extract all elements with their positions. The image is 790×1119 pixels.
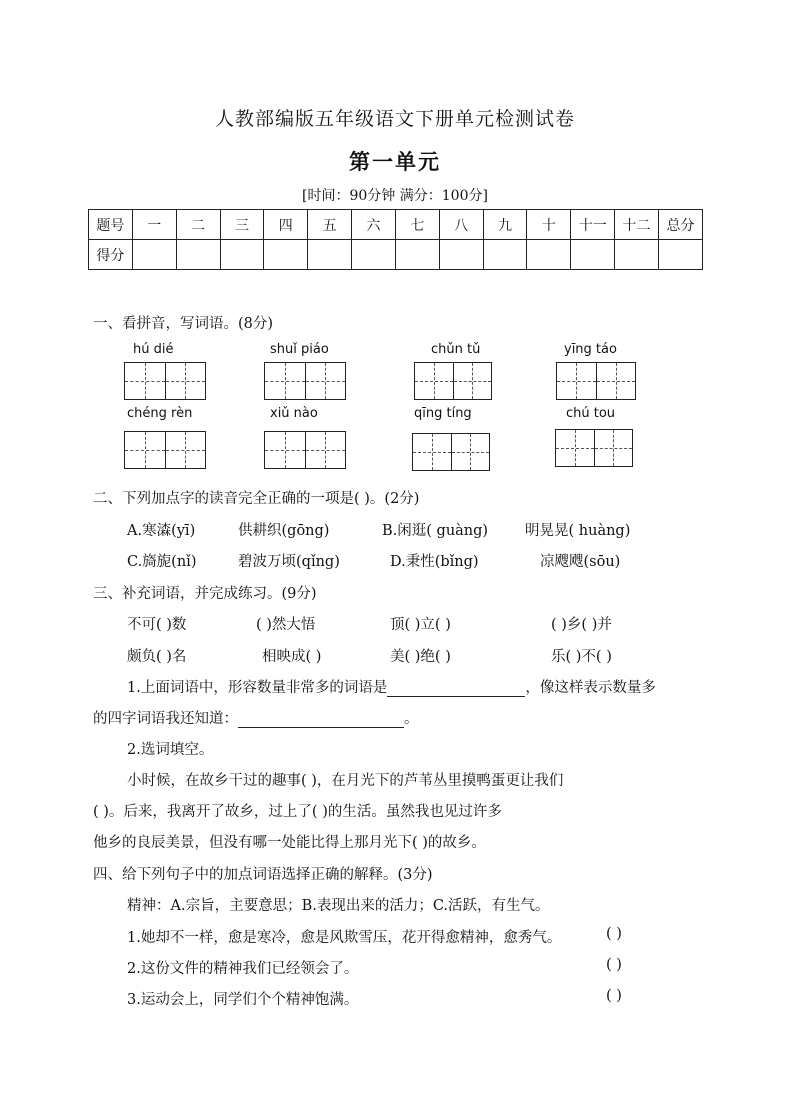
table-cell: 五 <box>308 210 352 240</box>
score-input-cell[interactable] <box>571 240 615 270</box>
pinyin-label: chǔn tǔ <box>431 342 481 357</box>
paragraph-line[interactable]: 他乡的良辰美景，但没有哪一处能比得上那月光下( )的故乡。 <box>93 835 486 851</box>
score-input-cell[interactable] <box>395 240 439 270</box>
score-input-cell[interactable] <box>308 240 352 270</box>
idiom-blank[interactable]: 相映成( ) <box>262 649 322 665</box>
answer-line[interactable] <box>387 680 525 697</box>
table-cell: 八 <box>439 210 483 240</box>
tianzige-box[interactable] <box>556 362 636 400</box>
q4-item-text: 2.这份文件的精神我们已经领会了。 <box>127 961 359 977</box>
pinyin-label: chú tou <box>566 406 616 421</box>
score-input-cell[interactable] <box>439 240 483 270</box>
pinyin-label: chéng rèn <box>127 406 193 421</box>
table-cell: 六 <box>352 210 396 240</box>
idiom-blank[interactable]: 乐( )不( ) <box>551 649 612 665</box>
option-text: 供耕织(gōng) <box>238 523 330 539</box>
table-cell: 十 <box>527 210 571 240</box>
answer-blank[interactable]: ( ) <box>606 926 622 942</box>
q3-sub2: 2.选词填空。 <box>127 742 214 758</box>
score-input-cell[interactable] <box>658 240 702 270</box>
idiom-blank[interactable]: 美( )绝( ) <box>390 649 451 665</box>
q4-heading: 四、给下列句子中的加点词语选择正确的解释。(3分) <box>93 867 433 883</box>
paragraph-line[interactable]: ( )。后来，我离开了故乡，过上了( )的生活。虽然我也见过许多 <box>93 804 502 820</box>
q1-heading: 一、看拼音，写词语。(8分) <box>93 316 274 332</box>
tianzige-box[interactable] <box>555 429 633 467</box>
tianzige-box[interactable] <box>412 433 490 471</box>
score-input-cell[interactable] <box>176 240 220 270</box>
answer-line[interactable] <box>238 711 404 728</box>
table-cell: 十一 <box>571 210 615 240</box>
idiom-blank[interactable]: 不可( )数 <box>127 617 187 633</box>
q4-item-text: 1.她却不一样，愈是寒冷，愈是风欺雪压，花开得愈精神，愈秀气。 <box>127 930 562 946</box>
score-input-cell[interactable] <box>352 240 396 270</box>
q3-sub1-text: 的四字词语我还知道： <box>93 711 238 727</box>
q2-heading: 二、下列加点字的读音完全正确的一项是( )。(2分) <box>93 491 420 507</box>
idiom-blank[interactable]: ( )乡( )并 <box>551 617 612 633</box>
table-cell: 三 <box>220 210 264 240</box>
option-c[interactable]: C.旖旎(nǐ) <box>127 554 197 570</box>
pinyin-label: hú dié <box>133 342 174 357</box>
option-d[interactable]: D.秉性(bǐng) <box>390 554 479 570</box>
q3-sub1-text: 1.上面词语中，形容数量非常多的词语是 <box>127 680 388 696</box>
unit-title: 第一单元 <box>349 149 441 174</box>
tianzige-box[interactable] <box>124 431 206 469</box>
option-b[interactable]: B.闲逛( guàng) <box>382 523 489 539</box>
table-cell: 七 <box>395 210 439 240</box>
q4-definition: 精神：A.宗旨，主要意思；B.表现出来的活力；C.活跃，有生气。 <box>127 898 550 914</box>
table-cell: 四 <box>264 210 308 240</box>
table-cell: 一 <box>132 210 176 240</box>
tianzige-box[interactable] <box>124 362 206 400</box>
score-input-cell[interactable] <box>132 240 176 270</box>
table-cell: 十二 <box>615 210 659 240</box>
q3-sub1-text: 。 <box>404 711 419 727</box>
paragraph-line[interactable]: 小时候，在故乡干过的趣事( )，在月光下的芦苇丛里摸鸭蛋更让我们 <box>127 773 564 789</box>
answer-blank[interactable]: ( ) <box>606 988 622 1004</box>
pinyin-label: xiǔ nào <box>270 406 318 421</box>
score-table-score-row <box>89 240 703 270</box>
answer-blank[interactable]: ( ) <box>606 957 622 973</box>
score-input-cell[interactable] <box>220 240 264 270</box>
q3-sub1-text: ，像这样表示数量多 <box>525 680 656 696</box>
idiom-blank[interactable]: 顶( )立( ) <box>390 617 451 633</box>
option-text: 凉飕飕(sōu) <box>540 554 621 570</box>
page-title: 人教部编版五年级语文下册单元检测试卷 <box>214 108 575 130</box>
idiom-blank[interactable]: ( )然大悟 <box>256 617 316 633</box>
tianzige-box[interactable] <box>414 362 492 400</box>
q3-sub1-line1 <box>127 676 656 697</box>
tianzige-box[interactable] <box>264 362 346 400</box>
q4-item-text: 3.运动会上，同学们个个精神饱满。 <box>127 992 359 1008</box>
pinyin-label: yīng táo <box>564 342 617 357</box>
table-cell: 得分 <box>89 240 133 270</box>
q3-heading: 三、补充词语，并完成练习。(9分) <box>93 586 317 602</box>
tianzige-box[interactable] <box>264 431 346 469</box>
exam-meta: [时间：90分钟 满分：100分] <box>302 188 488 204</box>
table-cell: 总分 <box>658 210 702 240</box>
q3-sub1-line2 <box>93 707 419 728</box>
score-input-cell[interactable] <box>483 240 527 270</box>
score-table-header-row <box>89 210 703 240</box>
score-input-cell[interactable] <box>615 240 659 270</box>
score-input-cell[interactable] <box>264 240 308 270</box>
table-cell: 二 <box>176 210 220 240</box>
pinyin-label: shuǐ piáo <box>270 342 329 357</box>
pinyin-label: qīng tíng <box>414 406 472 421</box>
idiom-blank[interactable]: 颇负( )名 <box>127 649 187 665</box>
option-text: 碧波万顷(qǐng) <box>238 554 340 570</box>
score-table <box>88 209 703 270</box>
table-cell: 题号 <box>89 210 133 240</box>
table-cell: 九 <box>483 210 527 240</box>
option-text: 明晃晃( huàng) <box>525 523 631 539</box>
score-input-cell[interactable] <box>527 240 571 270</box>
option-a[interactable]: A.寒潹(yī) <box>127 523 196 539</box>
